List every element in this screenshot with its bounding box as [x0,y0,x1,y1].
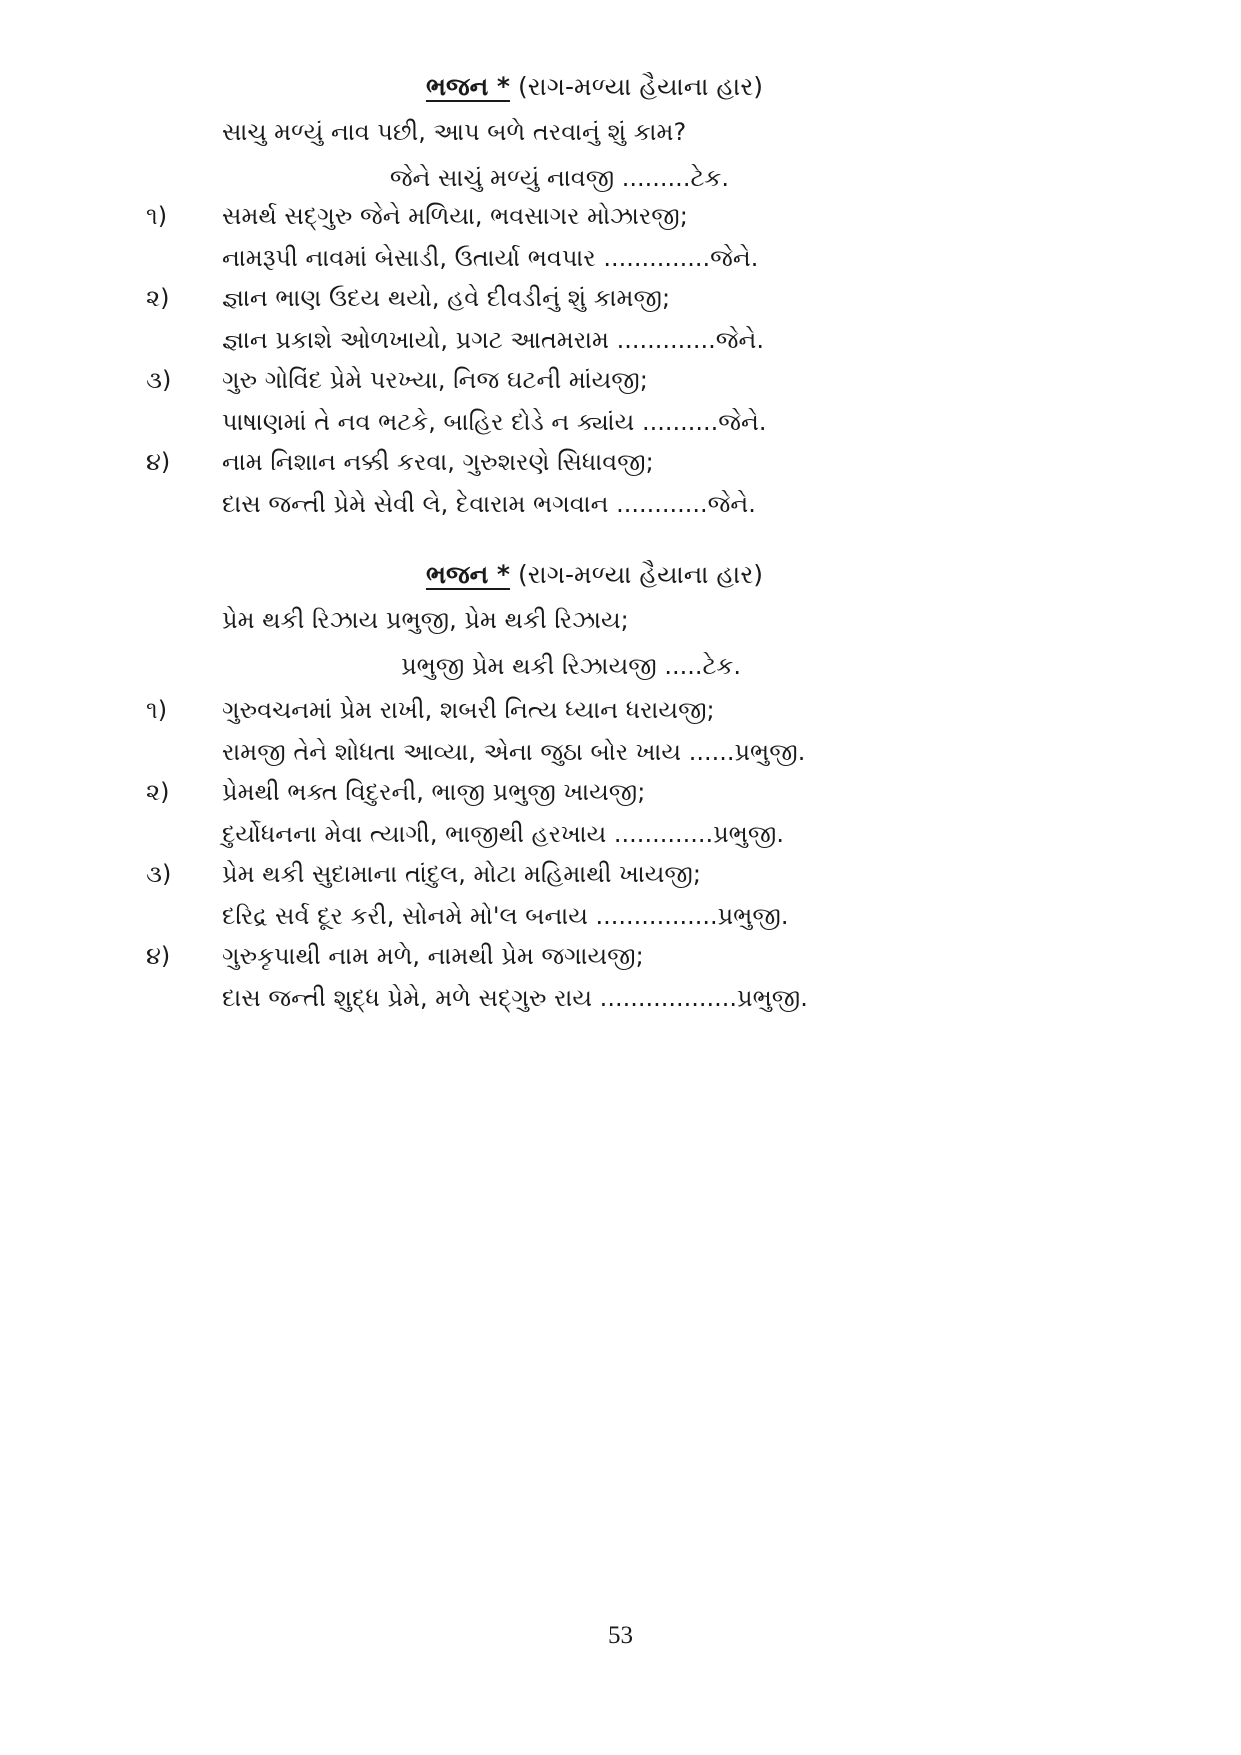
refrain-line-1: સાચુ મળ્યું નાવ પછી, આપ બળે તરવાનું શું કામ? [222,118,687,146]
refrain-line-1: પ્રેમ થકી રિઝાય પ્રભુજી, પ્રેમ થકી રિઝાય; [222,606,629,634]
verse-line: દાસ જન્તી શુદ્ધ પ્રેમે, મળે સદ્‌ગુરુ રાય ..................પ્રભુજી. [222,984,808,1012]
verse-number: ૧) [146,696,168,724]
page-number: 53 [608,1622,633,1649]
verse-number: ૧) [146,202,168,230]
verse-line: પ્રેમ થકી સુદામાના તાંદુલ, મોટા મહિમાથી ખાયજી; [222,860,701,888]
refrain-line-2: પ્રભુજી પ્રેમ થકી રિઝાયજી .....ટેક. [401,652,741,680]
verse-number: ૩) [146,860,172,888]
verse-line: રામજી તેને શોધતા આવ્યા, એના જુઠા બોર ખાય ......પ્રભુજી. [222,738,806,766]
verse-line: ગુરુ ગોવિંદ પ્રેમે પરખ્યા, નિજ ઘટની માંયજી; [222,366,648,394]
verse-number: ૪) [146,942,171,970]
verse-line: પાષાણમાં તે નવ ભટકે, બાહિર દોડે ન ક્યાંય ..........જેને. [222,408,767,436]
verse-line: જ્ઞાન ભાણ ઉદય થયો, હવે દીવડીનું શું કામજી; [222,284,671,312]
verse-line: ગુરુવચનમાં પ્રેમ રાખી, શબરી નિત્ય ધ્યાન ધરાયજી; [222,696,715,724]
verse-number: ૨) [146,284,170,312]
verse-line: નામરૂપી નાવમાં બેસાડી, ઉતાર્યા ભવપાર ..............જેને. [222,244,759,272]
verse-line: જ્ઞાન પ્રકાશે ઓળખાયો, પ્રગટ આતમરામ .............જેને. [222,326,764,354]
verse-line: નામ નિશાન નક્કી કરવા, ગુરુશરણે સિધાવજી; [222,448,654,476]
bhajan-raag: (રાગ-મળ્યા હૈયાના હાર) [517,72,763,101]
verse-line: ગુરુકૃપાથી નામ મળે, નામથી પ્રેમ જગાયજી; [222,942,644,970]
bhajan-raag: (રાગ-મળ્યા હૈયાના હાર) [517,560,763,589]
verse-line: દુર્યોધનના મેવા ત્યાગી, ભાજીથી હરખાય .............પ્રભુજી. [222,820,784,848]
bhajan-title: ભજન * [425,560,511,589]
bhajan-title: ભજન * [425,72,511,101]
verse-number: ૨) [146,778,170,806]
verse-line: સમર્થ સદ્‌ગુરુ જેને મળિયા, ભવસાગર મોઝારજી; [222,202,688,230]
bhajan-heading [426,72,763,102]
verse-number: ૩) [146,366,172,394]
bhajan-heading [426,560,763,590]
refrain-line-2: જેને સાચું મળ્યું નાવજી .........ટેક. [389,164,729,192]
verse-number: ૪) [146,448,171,476]
verse-line: દરિદ્ર સર્વ દૂર કરી, સોનમે મો'લ બનાય ................પ્રભુજી. [222,902,789,930]
verse-line: પ્રેમથી ભક્ત વિદુરની, ભાજી પ્રભુજી ખાયજી; [222,778,646,806]
verse-line: દાસ જન્તી પ્રેમે સેવી લે, દેવારામ ભગવાન ............જેને. [222,490,756,518]
